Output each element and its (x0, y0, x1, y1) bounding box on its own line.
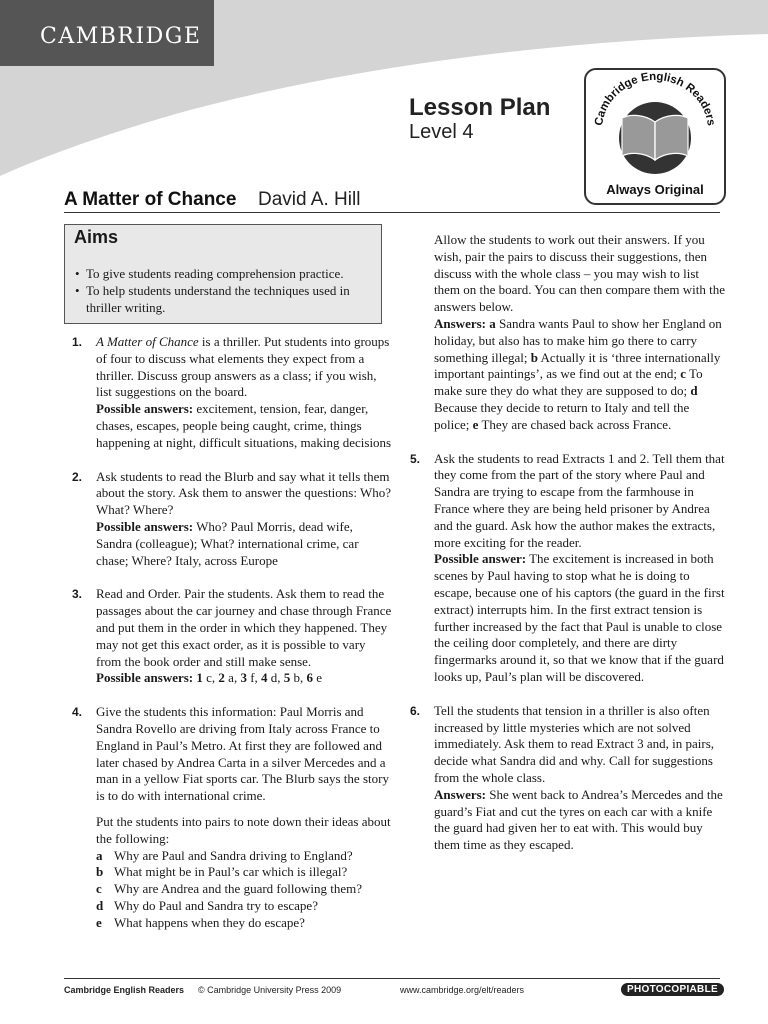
step-answer: Possible answer: The excitement is increased in both scenes by Paul having to stop what he is doing to escape, because one of his captors (the guard in the first extract) interrupts him. In the first extract tension is further increased by the fact that Paul is unable to close the ceiling door completely, and there are dirty fingermarks around it, so that we know that if the guard looks up, Paul’s plan will be discovered. (434, 551, 725, 684)
badge-tagline: Always Original (606, 182, 704, 197)
left-column (72, 334, 392, 949)
step-number: 6. (410, 703, 421, 718)
step-text: Ask students to read the Blurb and say what it tells them about the story. Ask them to answer the questions: Who? What? Where? (96, 468, 391, 518)
step-number: 3. (72, 587, 83, 602)
level-label: Level 4 (409, 121, 474, 143)
step-answer: Answers: She went back to Andrea’s Mercedes and the guard’s Fiat and cut the tyres on each car with a knife the guard had given her to eat with. This would buy them time as they escaped. (434, 786, 723, 853)
step-text: Give the students this information: Paul Morris and Sandra Rovello are driving from Italy across France to England in Paul’s Metro. At first they are followed and later chased by Andrea Carta in a silver Mercedes and a man in a yellow Fiat sports car. The Blurb says the story is to do with international crime. (96, 704, 389, 804)
step-text: Ask the students to read Extracts 1 and 2. Tell them that they come from the part of the story where Paul and Sandra are trying to escape from the farmhouse in France where they are being held prisoner by Andrea and the guard. Ask how the author makes the extracts, more exciting for the reader. (434, 450, 725, 550)
brand-logo: CAMBRIDGE (40, 24, 202, 49)
step-number: 2. (72, 469, 83, 484)
open-book-icon (622, 115, 688, 160)
book-title: A Matter of Chance (64, 189, 237, 210)
step-text: Tell the students that tension in a thriller is also often increased by little mysteries which are not solved immediately. Ask them to read Extract 3 and, in pairs, decide what Sandra did and why. Call for suggestions from the whole class. (434, 702, 715, 785)
title-rule (64, 212, 720, 213)
brand-box (0, 0, 214, 66)
footer-series: Cambridge English Readers (64, 985, 185, 995)
question-item: d Why do Paul and Sandra try to escape? (96, 897, 318, 913)
step-text: Read and Order. Pair the students. Ask them to read the passages about the car journey and chase through France and put them in the order in which they happened. They may not get this exact order, as it is possible to vary from the book order and still make sense. (96, 586, 392, 669)
step-answer: Possible answers: excitement, tension, fear, danger, chases, escapes, people being caught, crime, things happening at night, difficult situations, making decisions (96, 401, 392, 450)
footer-rule (64, 978, 720, 979)
step-5 (410, 451, 726, 686)
step-answer: Possible answers: Who? Paul Morris, dead wife, Sandra (colleague); What? international crime, car chase; Where? Italy, across Europe (96, 518, 359, 568)
question-item: e What happens when they do escape? (96, 914, 305, 930)
footer-copyright: © Cambridge University Press 2009 (198, 985, 342, 995)
question-item: a Why are Paul and Sandra driving to England? (96, 847, 353, 863)
book-title-inline: A Matter of Chance (96, 334, 199, 349)
book-author: David A. Hill (258, 189, 361, 210)
step-1 (72, 334, 392, 452)
step-answer: Possible answers: 1 c, 2 a, 3 f, 4 d, 5 b, 6 e (96, 670, 323, 686)
aims-item: • To help students understand the techniques used in thriller writing. (75, 282, 376, 316)
step-number: 5. (410, 451, 421, 466)
step-number: 1. (72, 335, 83, 349)
aims-list (75, 265, 376, 316)
aims-box (64, 224, 382, 324)
badge-art (586, 70, 724, 180)
lesson-plan-title: Lesson Plan (409, 94, 551, 121)
footer-url: www.cambridge.org/elt/readers (400, 985, 525, 995)
step-4 (72, 704, 392, 931)
question-item: b What might be in Paul’s car which is illegal? (96, 864, 348, 880)
step-4-continued (410, 232, 726, 434)
readers-badge (584, 68, 726, 205)
question-list (96, 848, 392, 932)
aims-item: • To give students reading comprehension practice. (75, 265, 376, 282)
step-text-2: Put the students into pairs to note down their ideas about the following: (96, 813, 391, 846)
step-3 (72, 586, 392, 687)
step-answer: Answers: a Sandra wants Paul to show her England on holiday, but also has to make him go there to carry something illegal; b Actually it is ‘three internationally important paintings’, as we find out at the end; c To make sure they do what they are supposed to do; d Because they decide to return to Italy and tell the police; e They are chased back across France. (434, 315, 722, 432)
badge-arc-text: Cambridge English Readers (593, 70, 717, 127)
photocopiable-badge: PHOTOCOPIABLE (621, 983, 724, 996)
step-number: 4. (72, 705, 83, 720)
question-item: c Why are Andrea and the guard following them? (96, 881, 362, 897)
right-column (410, 232, 726, 871)
step-2 (72, 469, 392, 570)
step-6 (410, 703, 726, 854)
step-text: Allow the students to work out their answers. If you wish, pair the pairs to discuss their suggestions, then discuss with the whole class – you may wish to list them on the board. You can then compare them with the answers below. (434, 232, 725, 315)
step-text: A Matter of Chance is a thriller. Put students into groups of four to discuss what elements they expect from a thriller. Discuss group answers as a class; if you wish, list suggestions on the board. (96, 334, 390, 400)
aims-heading: Aims (74, 227, 119, 247)
